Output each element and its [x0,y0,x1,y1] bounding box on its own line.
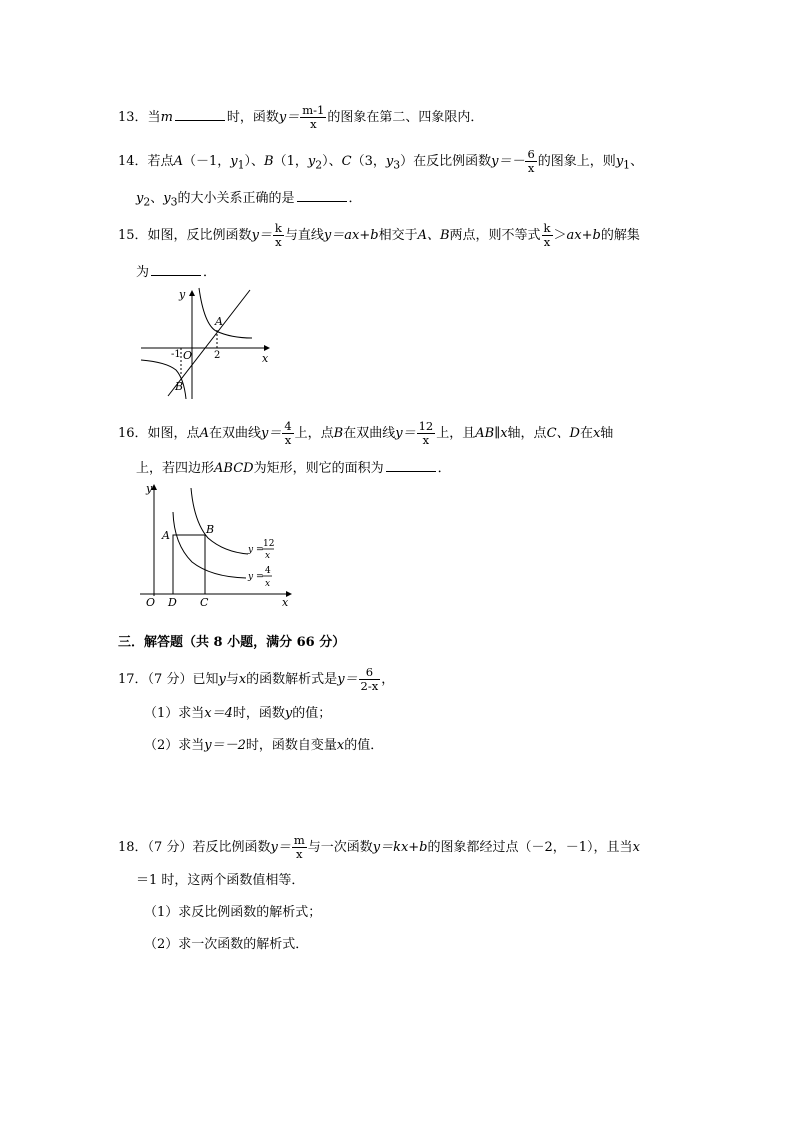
question-17-part-1: （1）求当x＝4时，函数y的值； [144,706,332,721]
y-axis-arrow [189,290,195,296]
curve-y-4-over-x [173,512,246,578]
question-13: 13．当m 时，函数y＝ $\frac{m-1}{x}$ 的图象在第二、四象限内． [118,103,484,131]
point-c-label: C [200,596,209,609]
fraction: $\frac{4}{x}$ [284,419,292,447]
question-18-line-2: ＝1 时，这两个函数值相等． [136,873,305,888]
answer-blank [175,107,225,121]
tick-label-neg1: -1 [171,349,181,360]
answer-blank [151,262,201,276]
question-18-part-2: （2）求一次函数的解析式． [144,937,309,952]
question-number: 17． [118,672,148,687]
point-b-label: B [206,523,215,536]
point-a-label: A [162,529,170,542]
fraction: $\frac{k}{x}$ [543,221,551,249]
question-14-line-2: $y_2$、$y_3$的大小关系正确的是 ． [136,188,362,212]
curve-label-4-y: y = [248,572,264,582]
question-number: 18． [118,840,148,855]
question-number: 15． [118,228,148,243]
curve-y-12-over-x [191,488,248,554]
question-14: 14．若点A（－1，$y_1$）、B（1，$y_2$）、C（3，$y_3$）在反比例函数y＝－ $\frac{6}{x}$ 的图象上，则$y_1$、 [118,147,644,175]
fraction: $\frac{6}{x}$ [527,147,535,175]
question-number: 16． [118,426,148,441]
origin-label: O [146,596,156,609]
y-axis-label: y [179,288,186,301]
question-number: 14． [118,154,148,169]
curve-label-12-den: x [265,551,271,561]
figure-q16 [136,482,296,610]
fraction: $\frac{k}{x}$ [274,221,282,249]
point-d-label: D [168,596,177,609]
question-17-part-2: （2）求当y＝－2时，函数自变量x的值． [144,738,384,753]
curve-label-4-den: x [265,579,271,589]
answer-blank [386,458,436,472]
fraction: $\frac{m}{x}$ [293,833,305,861]
curve-label-12-num: 12 [263,539,275,549]
point-a-label: A [215,315,223,328]
rectangle-abcd [173,535,205,594]
point-b-label: B [175,380,184,393]
origin-label: O [183,349,193,362]
answer-blank [297,188,347,202]
question-17: 17．（7 分）已知y与x的函数解析式是y＝ $\frac{6}{2-x}$ ， [118,665,395,693]
fraction: $\frac{m-1}{x}$ [302,103,325,131]
question-16-line-2: 上，若四边形ABCD为矩形，则它的面积为 ． [136,458,451,478]
question-number: 13． [118,110,148,125]
fraction: $\frac{12}{x}$ [418,419,434,447]
curve-label-12-y: y = [248,545,264,555]
x-axis-label: x [282,596,289,609]
curve-label-4-num: 4 [265,566,271,576]
fraction: $\frac{6}{2-x}$ [360,665,379,693]
hyperbola-branch-1 [199,288,252,338]
y-axis-label: y [146,482,153,495]
figure-q15 [136,284,276,404]
question-15-line-2: 为 ． [136,262,216,282]
tick-label-2: 2 [214,350,221,361]
x-axis-arrow [264,345,270,351]
question-16: 16．如图，点A在双曲线y＝ $\frac{4}{x}$ 上，点B在双曲线y＝ $\frac{12}{x}$ 上，且AB∥x轴，点C、D在x轴 [118,419,614,447]
question-18: 18．（7 分）若反比例函数y＝ $\frac{m}{x}$ 与一次函数y＝kx+b的图象都经过点（－2，－1），且当x [118,833,640,861]
question-15: 15．如图，反比例函数y＝ $\frac{k}{x}$ 与直线y＝ax+b相交于A、B两点，则不等式 $\frac{k}{x}$ ＞ax+b的解集 [118,221,640,249]
x-axis-label: x [262,352,269,365]
section-title: 三．解答题（共 8 小题，满分 66 分） [118,635,346,650]
question-18-part-1: （1）求反比例函数的解析式； [144,905,322,920]
